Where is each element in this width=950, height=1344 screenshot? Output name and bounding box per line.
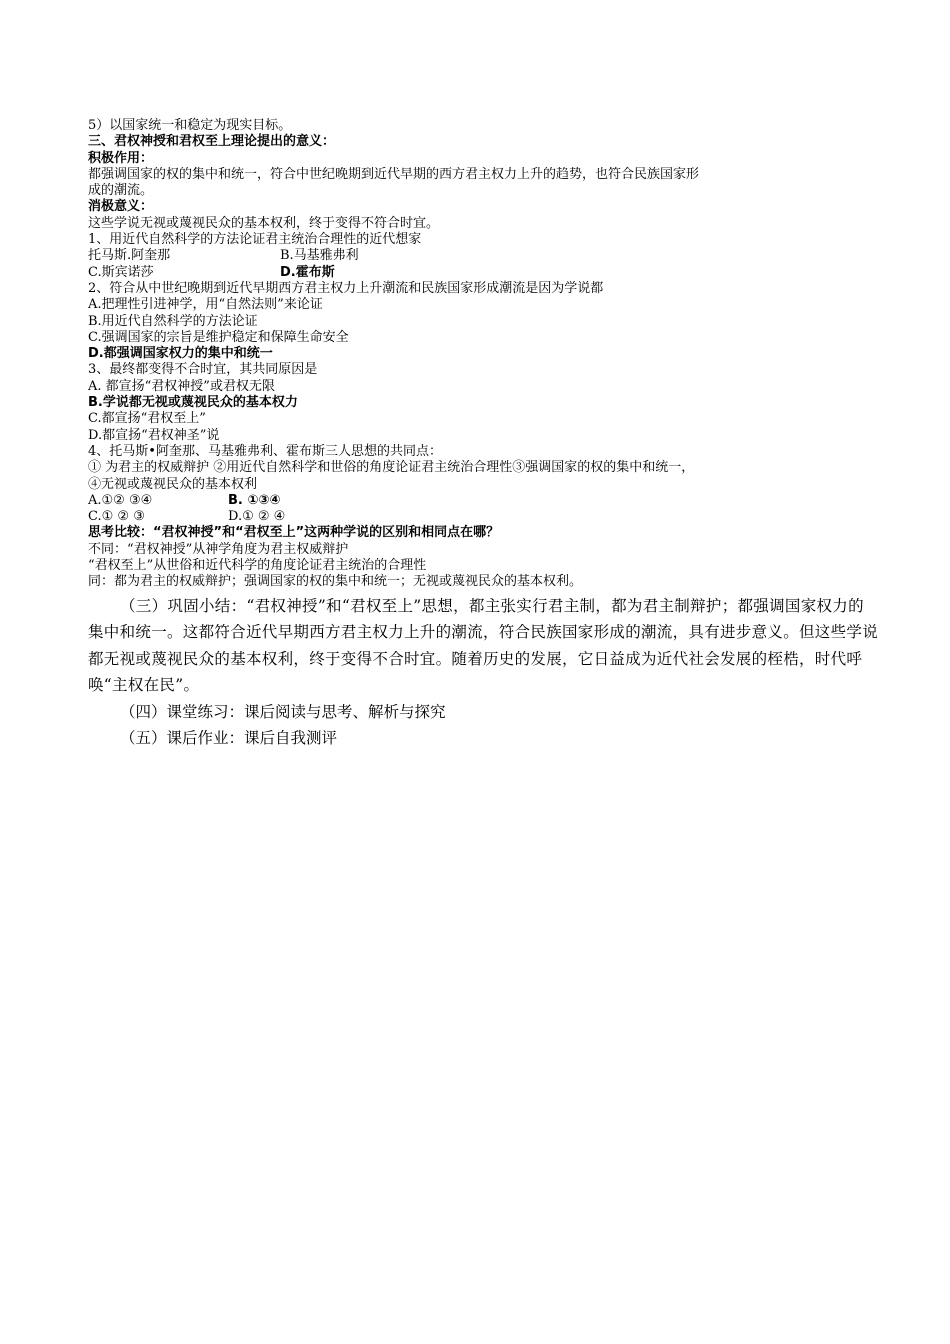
- option-b-answer: B. ①③④: [228, 492, 281, 508]
- summary-paragraph: （三）巩固小结：“君权神授”和“君权至上”思想，都主张实行君主制，都为君主制辩护；都强调国家权力的集中和统一。这都符合近代早期西方君主权力上升的潮流，符合民族国家形成的潮流，具有进步意义。但这些学说都无视或蔑视民众的基本权利，终于变得不合时宜。随着历史的发展，它日益成为近代社会发展的桎梏，时代呼唤“主权在民”。: [88, 596, 879, 695]
- comparison-title: 思考比较：“君权神授”和“君权至上”这两种学说的区别和相同点在哪？: [88, 525, 500, 541]
- section-heading-3: 三、君权神授和君权至上理论提出的意义：: [88, 134, 336, 150]
- option-d: D.① ② ④: [228, 509, 286, 525]
- option-c: C.强调国家的宗旨是维护稳定和保障生命安全: [88, 329, 349, 345]
- difference-1: 不同：“君权神授”从神学角度为君主权威辩护: [88, 541, 349, 557]
- document-body: [88, 118, 878, 752]
- option-c: C.斯宾诺莎: [88, 264, 154, 280]
- comparison-section: [88, 525, 878, 590]
- option-d-answer: D.都强调国家权力的集中和统一: [88, 346, 273, 362]
- positive-title: 积极作用：: [88, 150, 154, 166]
- option-a: A.把理性引进神学，用“自然法则”来论证: [88, 297, 323, 313]
- question-1: [88, 232, 878, 281]
- question-3: [88, 362, 878, 443]
- option-b: B.马基雅弗利: [280, 248, 359, 264]
- option-c: C.① ② ③: [88, 509, 145, 525]
- question-4: [88, 444, 878, 525]
- negative-text: 这些学说无视或蔑视民众的基本权利，终于变得不符合时宜。: [88, 215, 440, 231]
- question-stem: 2、符合从中世纪晚期到近代早期西方君主权力上升潮流和民族国家形成潮流是因为学说都: [88, 280, 604, 296]
- question-stem: 3、最终都变得不合时宜，其共同原因是: [88, 362, 318, 378]
- question-stem: 1、用近代自然科学的方法论证君主统治合理性的近代想家: [88, 232, 422, 248]
- option-a: A. 都宣扬“君权神授”或君权无限: [88, 378, 275, 394]
- similarity: 同：都为君主的权威辩护；强调国家的权的集中和统一；无视或蔑视民众的基本权利。: [88, 574, 583, 590]
- option-b-answer: B.学说都无视或蔑视民众的基本权力: [88, 395, 298, 411]
- point-5: 5）以国家统一和稳定为现实目标。: [88, 118, 292, 133]
- positive-text-line-1: 都强调国家的权的集中和统一，符合中世纪晚期到近代早期的西方君主权力上升的趋势，也符合民族国家形: [88, 166, 700, 182]
- option-a: 托马斯.阿奎那: [88, 248, 171, 264]
- option-a: A.①② ③④: [88, 492, 153, 508]
- negative-title: 消极意义：: [88, 199, 154, 215]
- statements-line-1: ① 为君主的权威辩护 ②用近代自然科学和世俗的角度论证君主统治合理性③强调国家的权的集中和统一，: [88, 460, 695, 476]
- difference-2: “君权至上”从世俗和近代科学的角度论证君主统治的合理性: [88, 558, 427, 574]
- question-2: [88, 281, 878, 362]
- option-d-answer: D.霍布斯: [280, 264, 335, 280]
- option-d: D.都宣扬“君权神圣”说: [88, 427, 220, 443]
- positive-text-line-2: 成的潮流。: [88, 183, 154, 199]
- statements-line-2: ④无视或蔑视民众的基本权利: [88, 476, 258, 492]
- option-b: B.用近代自然科学的方法论证: [88, 313, 258, 329]
- classroom-practice: （四）课堂练习：课后阅读与思考、解析与探究: [120, 702, 446, 721]
- homework: （五）课后作业：课后自我测评: [120, 729, 338, 748]
- option-c: C.都宣扬“君权至上”: [88, 411, 206, 427]
- question-stem: 4、托马斯•阿奎那、马基雅弗利、霍布斯三人思想的共同点：: [88, 443, 442, 459]
